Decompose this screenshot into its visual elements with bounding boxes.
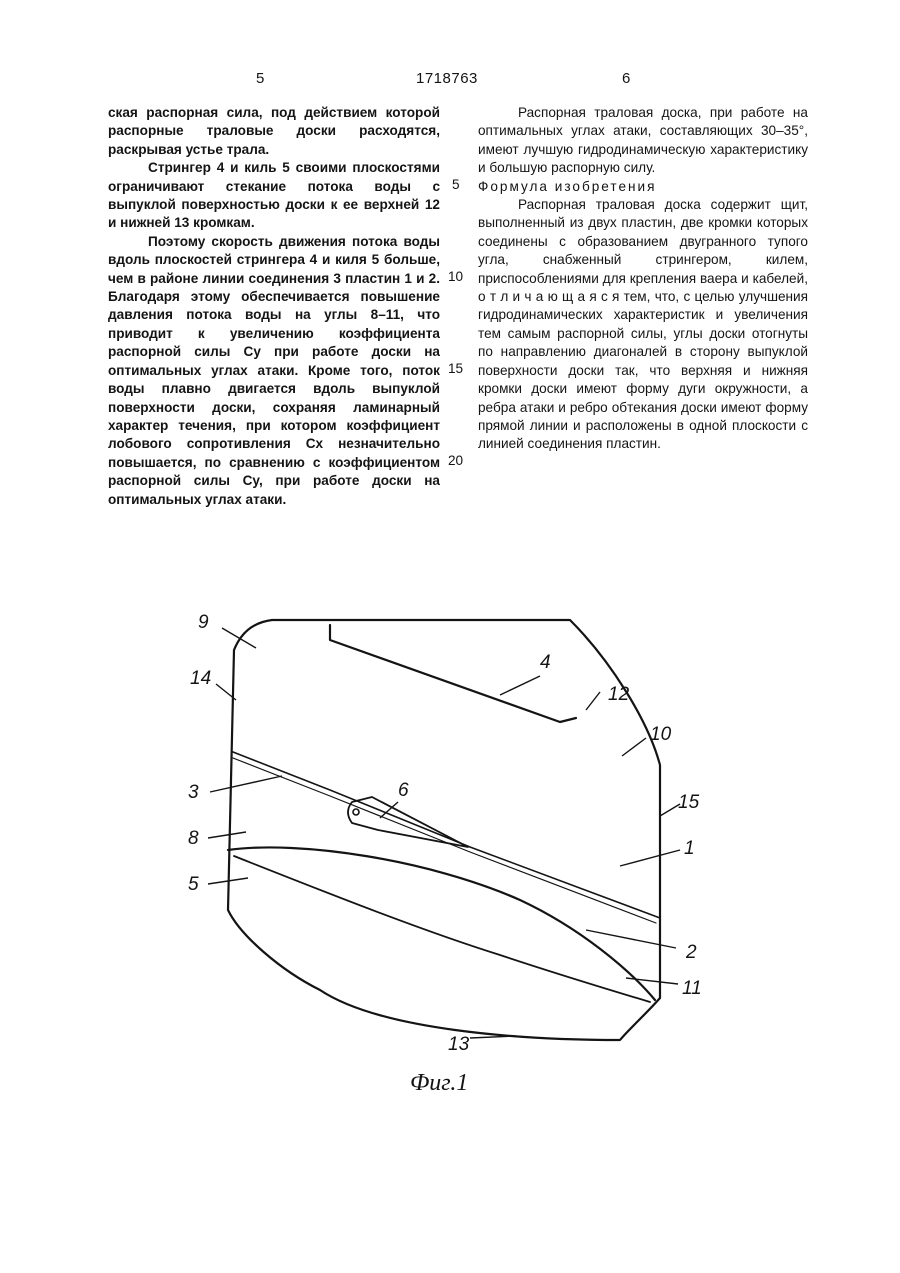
leader-12 [586, 692, 600, 710]
patent-number: 1718763 [416, 70, 478, 87]
label-6: 6 [398, 780, 409, 801]
left-paragraph-3: Поэтому скорость движения потока воды вдоль плоскостей стрингера 4 и киля 5 больше, чем в районе линии соединения 3 пластин 1 и 2. Благодаря этому обеспечивается повышение давления потока воды на углы 8–11, что приводит к увеличению коэффициента распорной силы Cy при работе доски на оптимальных углах атаки. Кроме того, поток воды плавно двигается вдоль выпуклой поверхности доски, сохраняя ламинарный характер течения, при котором коэффициент лобового сопротивления Cx незначительно повышается, по сравнению с коэффициентом распорной силы Cy, при работе доски на оптимальных углах атаки. [108, 233, 440, 507]
label-9: 9 [198, 612, 209, 633]
label-5: 5 [188, 874, 199, 895]
leader-10 [622, 738, 646, 756]
label-13: 13 [448, 1034, 470, 1055]
page-number-right: 6 [622, 70, 631, 87]
leader-11 [626, 978, 678, 984]
label-11: 11 [682, 978, 702, 999]
right-paragraph-1: Распорная траловая доска, при работе на оптимальных углах атаки, составляющих 30–35°, имеют лучшую гидродинамическую характеристику и большую распорную силу. [478, 105, 808, 176]
leader-3 [210, 776, 282, 792]
left-paragraph-1: ская распорная сила, под действием которой распорные траловые доски расходятся, раскрывая устье трала. [108, 105, 440, 157]
label-3: 3 [188, 782, 199, 803]
label-8: 8 [188, 828, 199, 849]
label-12: 12 [608, 684, 630, 705]
formula-title: Формула изобретения [478, 178, 657, 194]
page-number-left: 5 [256, 70, 265, 87]
leader-2 [586, 930, 676, 948]
label-15: 15 [678, 792, 700, 813]
figure-caption: Фиг.1 [410, 1070, 469, 1096]
line-number-20: 20 [448, 453, 464, 468]
claim-text: Распорная траловая доска содержит щит, выполненный из двух пластин, две кромки которых соединены с образованием двугранного тупого угла, снабженный стрингером, килем, приспособлениями для крепления ваера и кабелей, о т л и ч а ю щ а я с я тем, что, с целью улучшения гидродинамических характеристик и увеличения тем самым распорной силы, углы доски отогнуты по направлению диагоналей в сторону выпуклой поверхности доски так, что верхняя и нижняя кромки доски имеют форму дуги окружности, а ребра атаки и ребро обтекания доски имеют форму прямой линии и расположены в одной плоскости с линией соединения пластин. [478, 197, 808, 452]
line-number-15: 15 [448, 361, 464, 376]
bracket-hole [353, 809, 359, 815]
label-1: 1 [684, 838, 695, 859]
line-number-10: 10 [448, 269, 464, 284]
left-text-column [108, 104, 440, 509]
right-text-column [478, 104, 808, 454]
leader-15 [660, 804, 680, 816]
board-outline [228, 620, 660, 1040]
leader-9 [222, 628, 256, 648]
leader-1 [620, 850, 680, 866]
keel-5 [228, 847, 655, 1000]
joint-line-3b [233, 758, 656, 923]
figure-1-drawing [0, 560, 900, 1120]
leader-4 [500, 676, 540, 695]
leader-13 [470, 1036, 516, 1038]
leader-8 [208, 832, 246, 838]
label-14: 14 [190, 668, 212, 689]
left-paragraph-2: Стрингер 4 и киль 5 своими плоскостями ограничивают стекание потока воды с выпуклой поверхностью доски к ее верхней 12 и нижней 13 кромкам. [108, 160, 440, 231]
line-number-5: 5 [452, 177, 460, 192]
stringer-outline [330, 625, 576, 722]
label-2: 2 [686, 942, 697, 963]
keel-5-lower [234, 856, 650, 1002]
label-10: 10 [650, 724, 672, 745]
label-4: 4 [540, 652, 551, 673]
